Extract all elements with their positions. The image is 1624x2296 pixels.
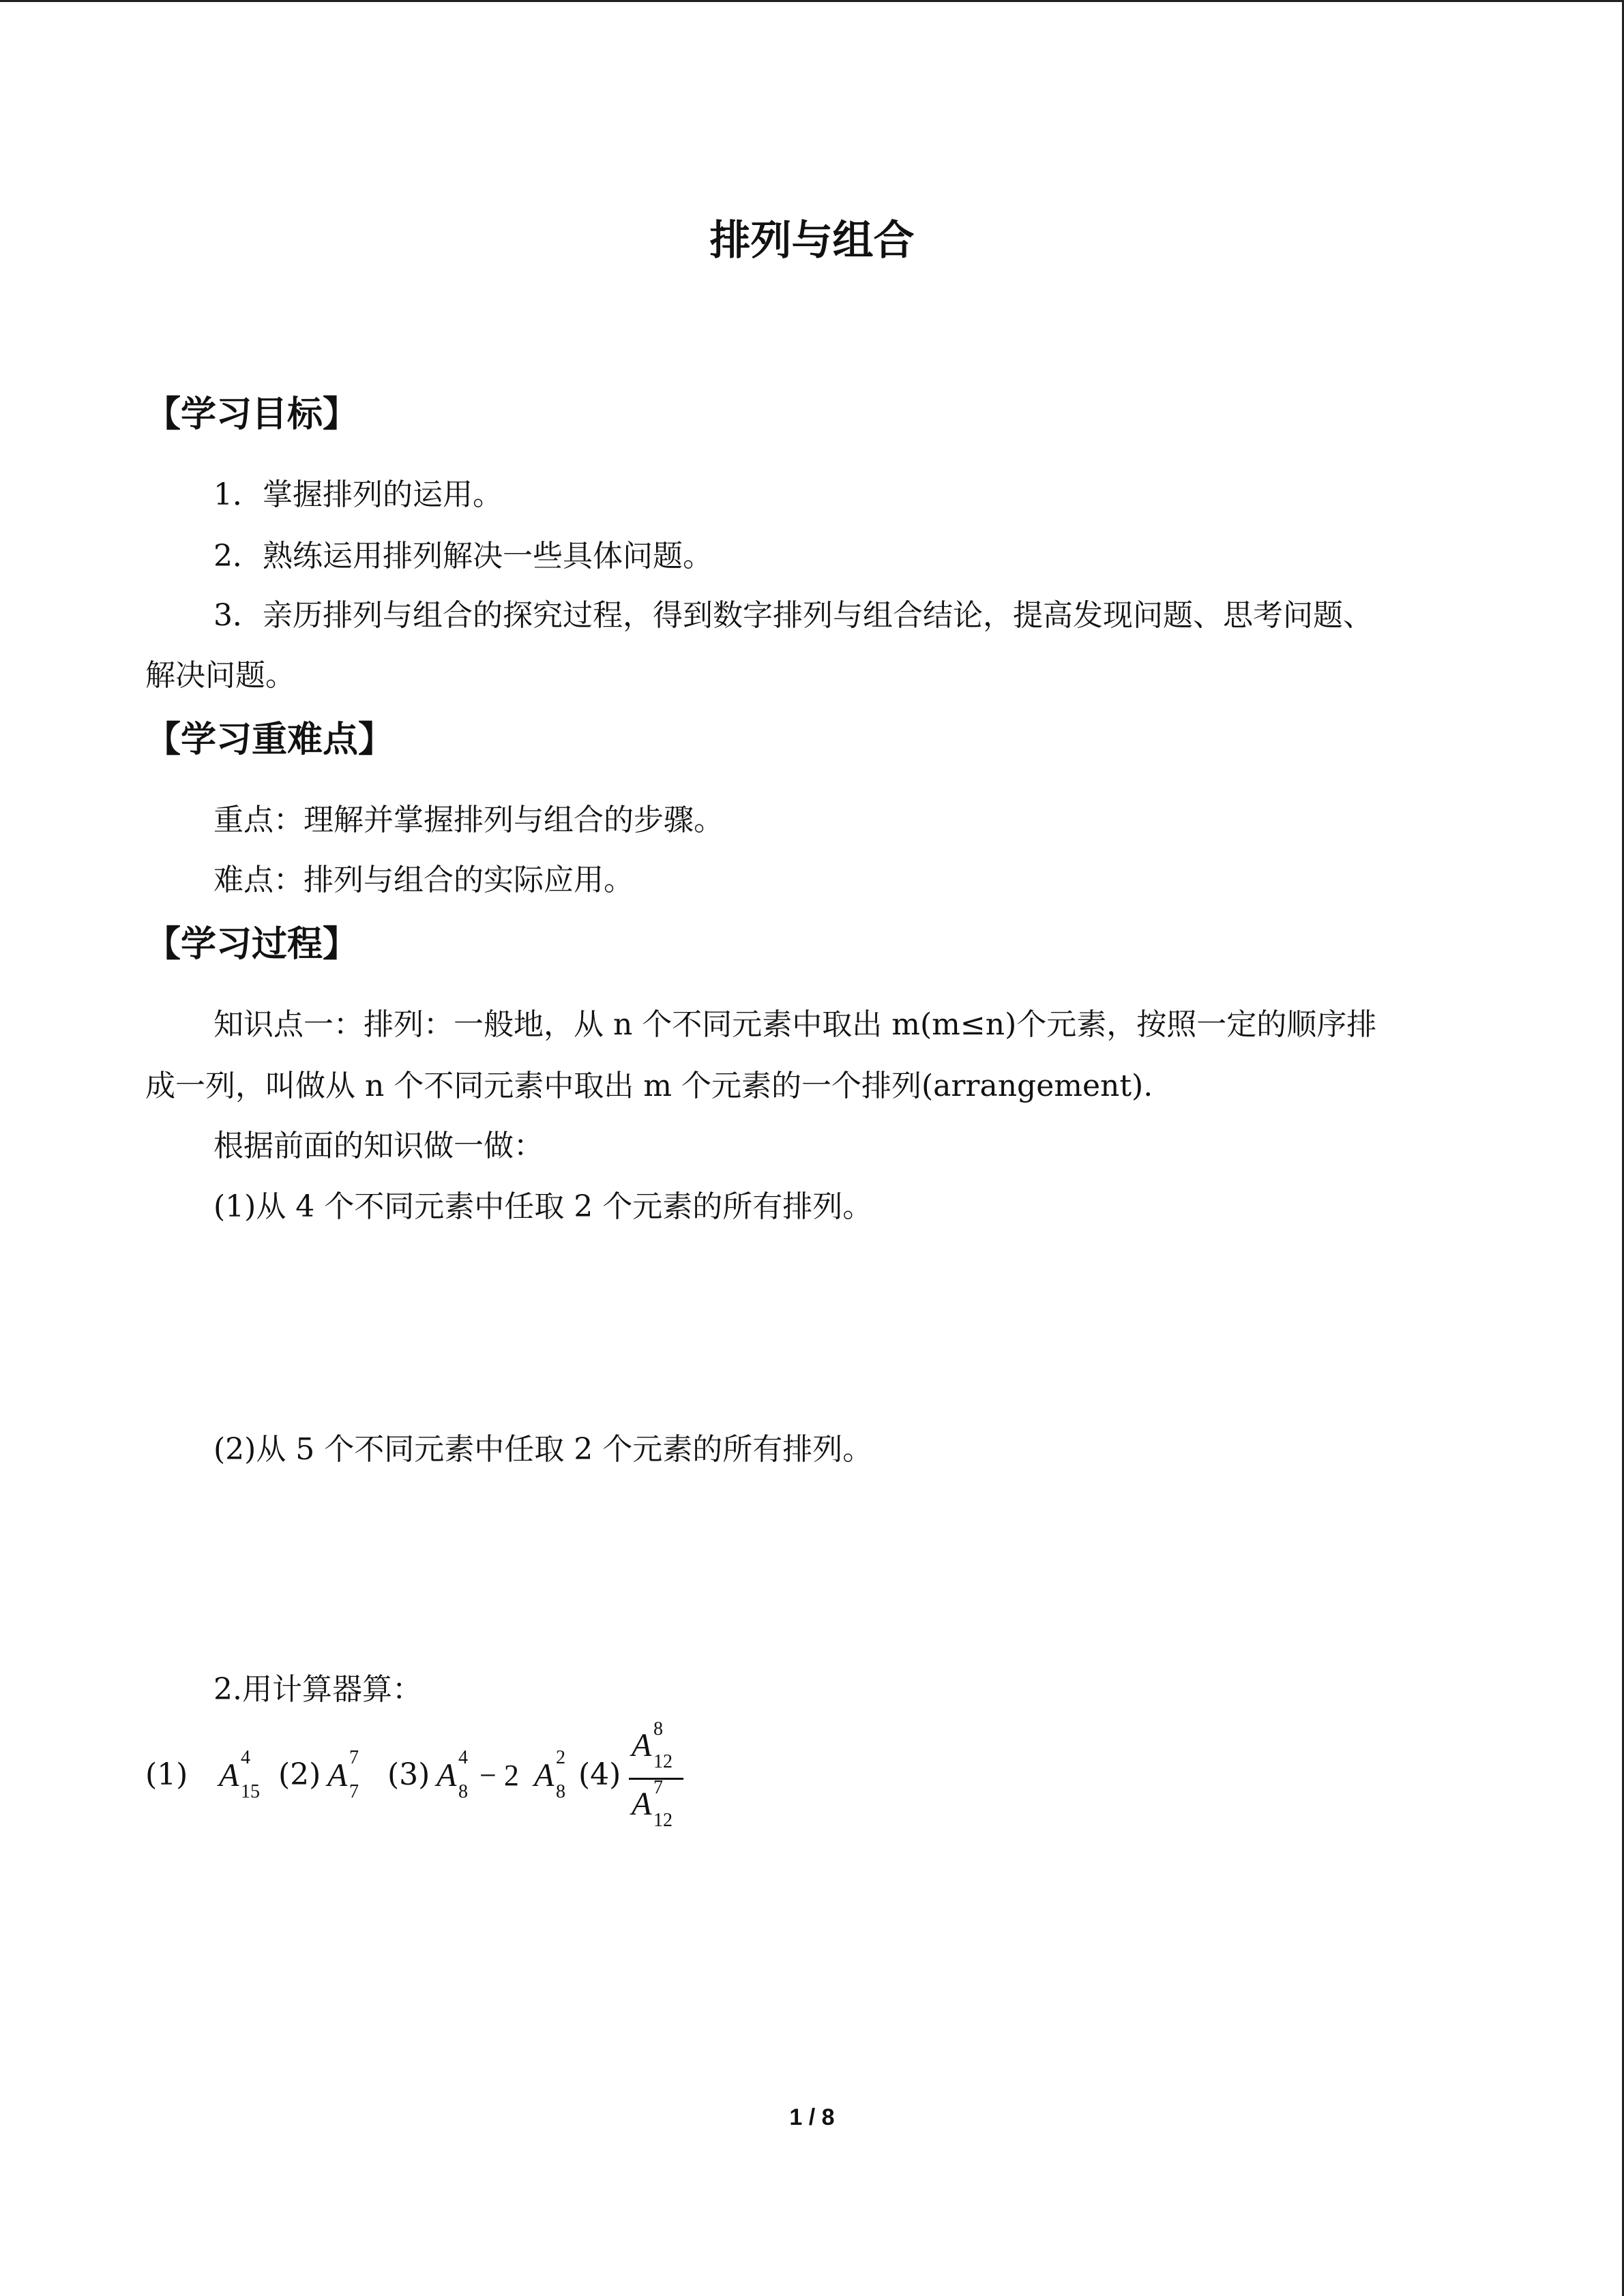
formula-4-label: (4)	[578, 1757, 621, 1792]
exercise-intro: 根据前面的知识做一做：	[213, 1129, 544, 1163]
formula-3-operator: − 2	[479, 1759, 519, 1792]
formula-3-sup-1: 4	[458, 1747, 468, 1768]
key-point-focus: 重点：理解并掌握排列与组合的步骤。	[213, 803, 724, 837]
formula-3-label: (3)	[387, 1757, 430, 1792]
formula-3	[387, 1732, 565, 1828]
calculator-prompt: 2.用计算器算：	[213, 1672, 422, 1707]
key-point-difficulty: 难点：排列与组合的实际应用。	[213, 863, 634, 897]
formula-4-denominator-sub: 12	[653, 1810, 673, 1831]
formula-2-sup: 7	[349, 1747, 359, 1768]
page-number: 1 / 8	[789, 2104, 835, 2130]
definition-line-2: 成一列，叫做从 n 个不同元素中取出 m 个元素的一个排列(arrangement).	[145, 1069, 1153, 1103]
objective-item-3-continued: 解决问题。	[145, 658, 295, 693]
definition-line-1: 知识点一：排列：一般地，从 n 个不同元素中取出 m(m≤n)个元素，按照一定的顺序排	[213, 1007, 1377, 1042]
formula-1-symbol: A	[219, 1757, 239, 1793]
objectives-heading: 【学习目标】	[145, 394, 359, 435]
objective-item-1: 1．掌握排列的运用。	[213, 477, 503, 512]
exercise-2: (2)从 5 个不同元素中任取 2 个元素的所有排列。	[213, 1432, 873, 1467]
objective-item-3: 3．亲历排列与组合的探究过程，得到数字排列与组合结论，提高发现问题、思考问题、	[213, 598, 1373, 633]
formula-2-symbol: A	[327, 1757, 348, 1793]
formula-3-symbol-2: A	[534, 1757, 555, 1793]
formula-4	[578, 1718, 701, 1831]
formula-1-sup: 4	[241, 1747, 250, 1768]
formula-1	[145, 1732, 268, 1828]
formula-4-denominator-sup: 7	[653, 1777, 663, 1798]
formula-3-sub-2: 8	[556, 1781, 565, 1802]
formula-4-numerator-sup: 8	[653, 1718, 663, 1740]
page-title: 排列与组合	[709, 217, 915, 265]
formula-row	[145, 1718, 759, 1831]
objective-item-2: 2．熟练运用排列解决一些具体问题。	[213, 539, 713, 573]
formula-1-label: (1)	[145, 1757, 188, 1792]
page-border-top	[0, 0, 1624, 2]
formula-3-sup-2: 2	[556, 1747, 565, 1768]
formula-2-label: (2)	[278, 1757, 321, 1792]
key-points-heading: 【学习重难点】	[145, 719, 394, 760]
formula-2	[278, 1732, 374, 1828]
formula-4-denominator-symbol: A	[632, 1786, 652, 1822]
formula-4-numerator-symbol: A	[632, 1727, 652, 1763]
exercise-1: (1)从 4 个不同元素中任取 2 个元素的所有排列。	[213, 1189, 873, 1224]
process-heading: 【学习过程】	[145, 924, 359, 965]
formula-4-numerator-sub: 12	[653, 1751, 673, 1772]
formula-1-sub: 15	[241, 1781, 260, 1802]
formula-2-sub: 7	[349, 1781, 359, 1802]
formula-3-symbol-1: A	[437, 1757, 457, 1793]
formula-3-sub-1: 8	[458, 1781, 468, 1802]
